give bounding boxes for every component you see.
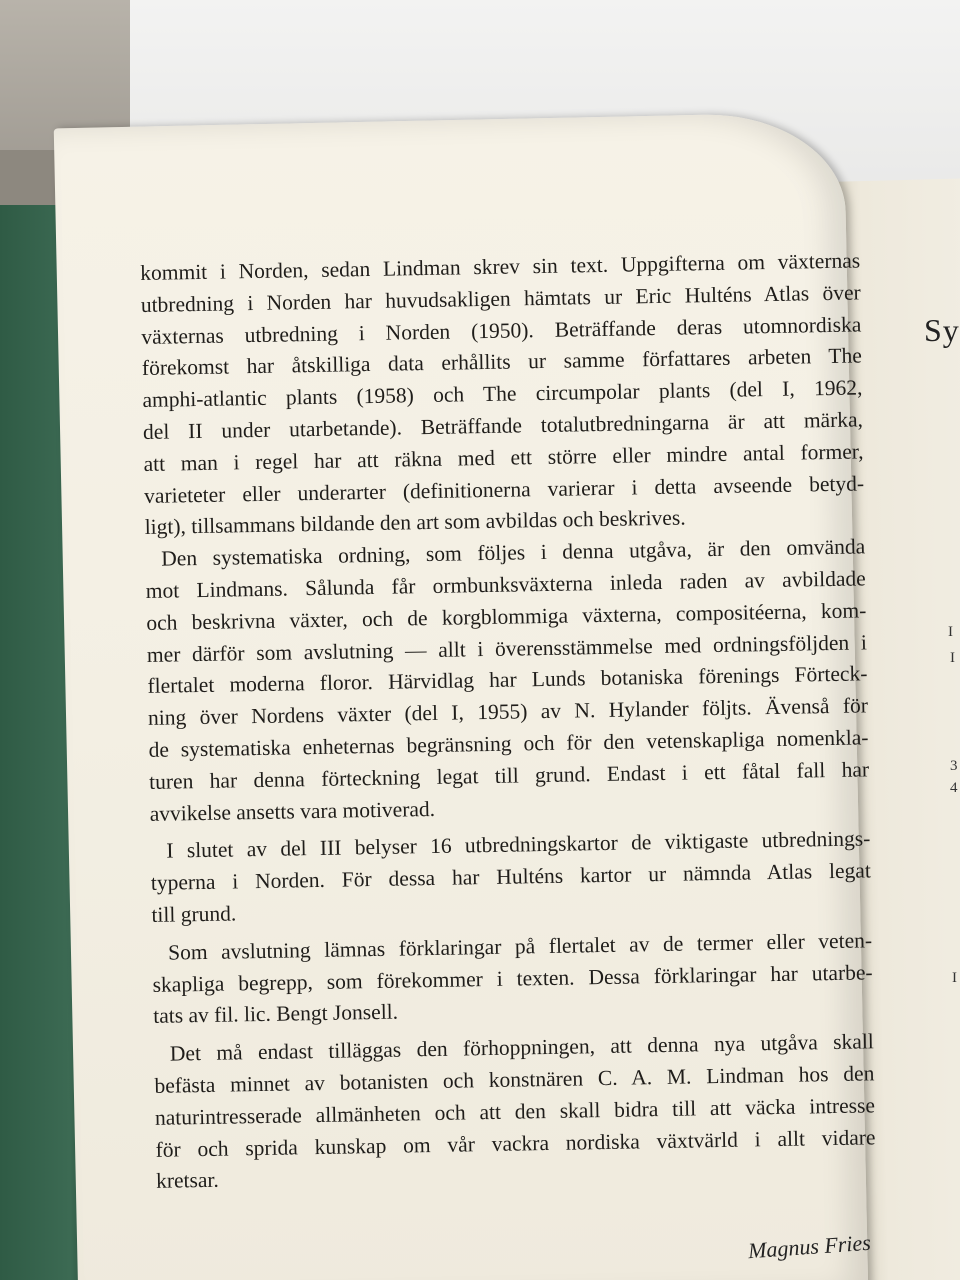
right-page-title: Sy [924, 312, 960, 348]
text-line: utbredning i Norden har huvudsakligen hämtats ur Eric Hulténs Atlas över [140, 280, 861, 317]
right-page-mark: I [950, 650, 955, 666]
text-line: Den systematiska ordning, som följes i denna utgåva, är den omvända [161, 534, 866, 571]
paragraph-5 [154, 1026, 877, 1198]
text-line: för och sprida kunskap om vår vackra nordiska växtvärld i allt vidare [155, 1124, 876, 1162]
text-line: de systematiska enheternas begränsning och för den vetenskapliga nomenkla- [148, 725, 869, 762]
text-line: mer därför som avslutning — allt i överensstämmelse med ordningsföljden i [146, 629, 868, 667]
text-line: ligt), tillsammans bildande den art som avbildas och beskrives. [144, 505, 686, 540]
right-page-mark: I [948, 624, 953, 640]
right-page-mark: 3 [950, 758, 958, 774]
text-line: varieteter eller underarter (definitionerna varierar i detta avseende betyd- [143, 470, 865, 508]
paragraph-2 [145, 532, 870, 831]
text-line: och beskrivna växter, och de korgblommiga växterna, compositéerna, kom- [146, 598, 867, 635]
text-line: till grund. [151, 901, 237, 927]
right-page-mark: I [952, 970, 957, 986]
text-line: Som avslutning lämnas förklaringar på flertalet av de termer eller veten- [167, 928, 873, 965]
text-line: skapliga begrepp, som förekommer i texten. Dessa förklaringar har utarbe- [152, 959, 873, 997]
paragraph-4 [152, 925, 874, 1033]
text-line: I slutet av del III belyser 16 utbredningskartor de viktigaste utbrednings- [166, 826, 871, 863]
text-line: amphi-atlantic plants (1958) och The circumpolar plants (del I, 1962, [142, 375, 863, 413]
text-line: ning över Nordens växter (del I, 1955) av N. Hylander följts. Ävenså för [147, 693, 869, 731]
text-line: del II under utarbetande). Beträffande totalutbredningarna är att märka, [142, 407, 864, 444]
text-line: att man i regel har att räkna med ett större eller mindre antal former, [143, 439, 864, 476]
right-page-mark: 4 [950, 780, 958, 796]
text-line: befästa minnet av botanisten och konstnären C. A. M. Lindman hos den [154, 1061, 875, 1098]
text-line: avvikelse ansetts vara motiverad. [149, 796, 436, 826]
text-line: växternas utbredning i Norden (1950). Beträffande deras utomnordiska [141, 312, 862, 349]
text-line: kretsar. [155, 1168, 220, 1194]
text-line: mot Lindmans. Sålunda får ormbunksväxterna inleda raden av avbildade [145, 566, 866, 603]
text-line: flertalet moderna floror. Härvidlag har Lunds botaniska förenings Förteck- [147, 661, 868, 699]
paragraph-3 [150, 824, 872, 932]
author-signature: Magnus Fries [747, 1229, 872, 1264]
text-line: typerna i Norden. För dessa har Hulténs kartor ur nämnda Atlas legat [150, 858, 872, 896]
text-line: tats av fil. lic. Bengt Jonsell. [153, 999, 399, 1029]
paragraph-1 [140, 245, 865, 544]
text-line: naturintresserade allmänheten och att den skall bidra till att väcka intresse [154, 1093, 876, 1130]
text-line: förekomst har åtskilliga data erhållits ur samme författares arbeten The [141, 343, 863, 381]
page-text [140, 245, 876, 1198]
text-line: Det må endast tilläggas den förhoppningen, att denna nya utgåva skall [169, 1029, 874, 1066]
text-line: turen har denna förteckning legat till grund. Endast i ett fåtal fall har [148, 757, 870, 794]
text-line: kommit i Norden, sedan Lindman skrev sin text. Uppgifterna om växternas [140, 248, 861, 285]
